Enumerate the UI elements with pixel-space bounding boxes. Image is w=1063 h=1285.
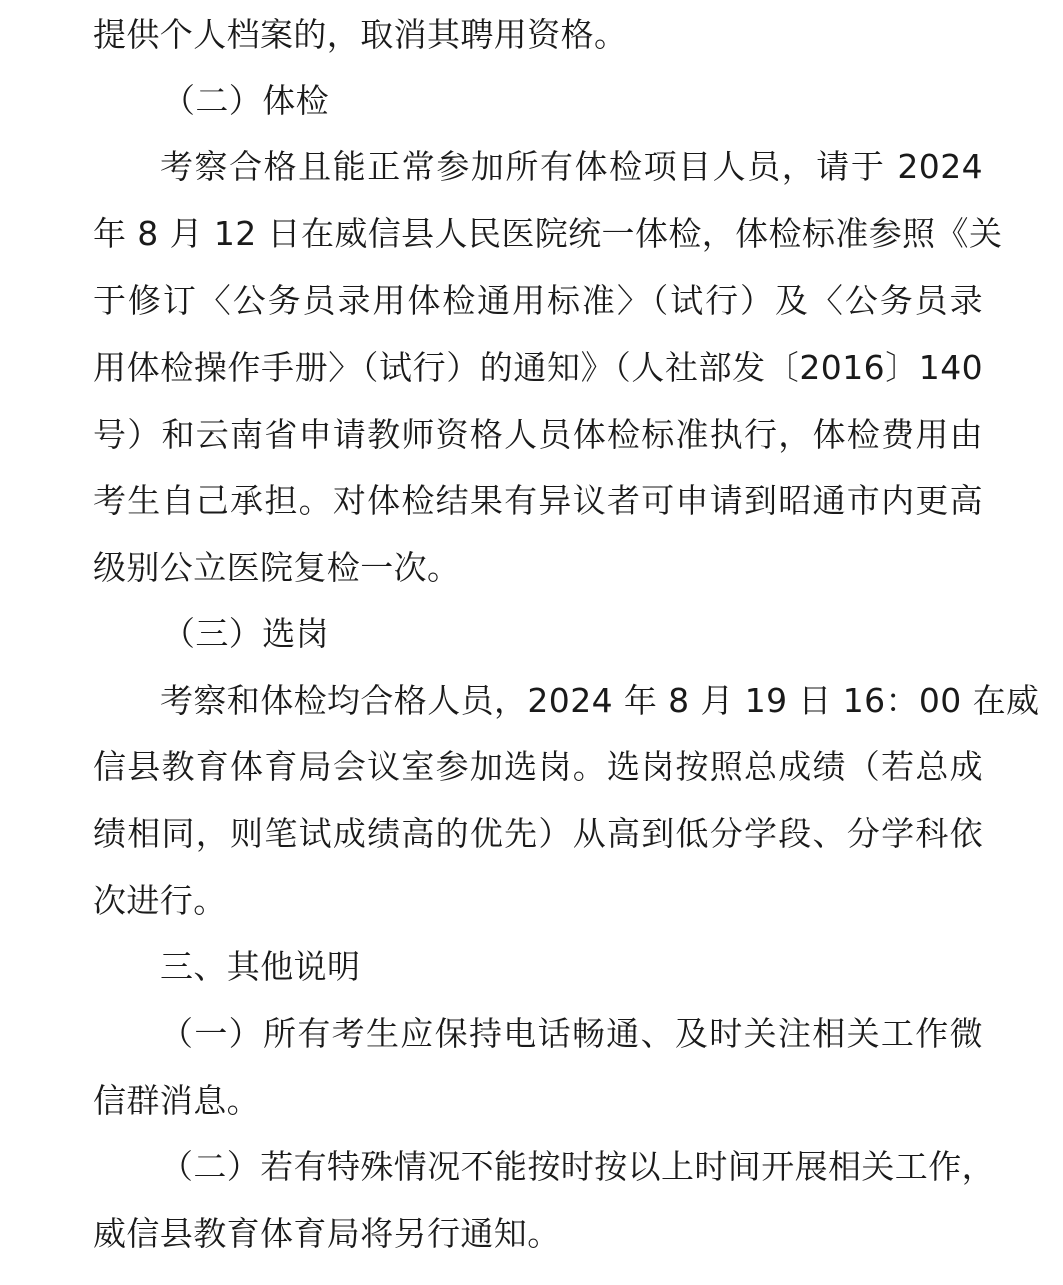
post-selection-line-2: 信县教育体育局会议室参加选岗。选岗按照总成绩（若总成 [93, 747, 983, 786]
physical-exam-line-6: 考生自己承担。对体检结果有异议者可申请到昭通市内更高 [93, 481, 983, 520]
previous-paragraph-ending: 提供个人档案的，取消其聘用资格。 [93, 15, 628, 54]
heading-other-notes: 三、其他说明 [160, 947, 361, 986]
heading-post-selection: （三）选岗 [162, 614, 329, 653]
post-selection-line-3: 绩相同，则笔试成绩高的优先）从高到低分学段、分学科依 [93, 814, 983, 853]
other-notes-item-1-line-1: （一）所有考生应保持电话畅通、及时关注相关工作微 [160, 1014, 983, 1053]
physical-exam-line-2: 年 8 月 12 日在威信县人民医院统一体检，体检标准参照《关 [93, 214, 1003, 253]
physical-exam-line-1: 考察合格且能正常参加所有体检项目人员，请于 2024 [160, 147, 983, 186]
physical-exam-line-5: 号）和云南省申请教师资格人员体检标准执行，体检费用由 [93, 415, 983, 454]
physical-exam-line-3: 于修订〈公务员录用体检通用标准〉（试行）及〈公务员录 [93, 281, 983, 320]
other-notes-item-1-line-2: 信群消息。 [93, 1081, 260, 1120]
heading-physical-exam: （二）体检 [162, 81, 329, 120]
physical-exam-line-7: 级别公立医院复检一次。 [93, 548, 461, 587]
other-notes-item-2-line-2: 威信县教育体育局将另行通知。 [93, 1214, 561, 1253]
post-selection-line-1: 考察和体检均合格人员，2024 年 8 月 19 日 16：00 在威 [160, 681, 1040, 720]
other-notes-item-2-line-1: （二）若有特殊情况不能按时按以上时间开展相关工作， [160, 1147, 995, 1186]
post-selection-line-4: 次进行。 [93, 881, 227, 920]
physical-exam-line-4: 用体检操作手册〉（试行）的通知》（人社部发〔2016〕140 [93, 348, 983, 387]
